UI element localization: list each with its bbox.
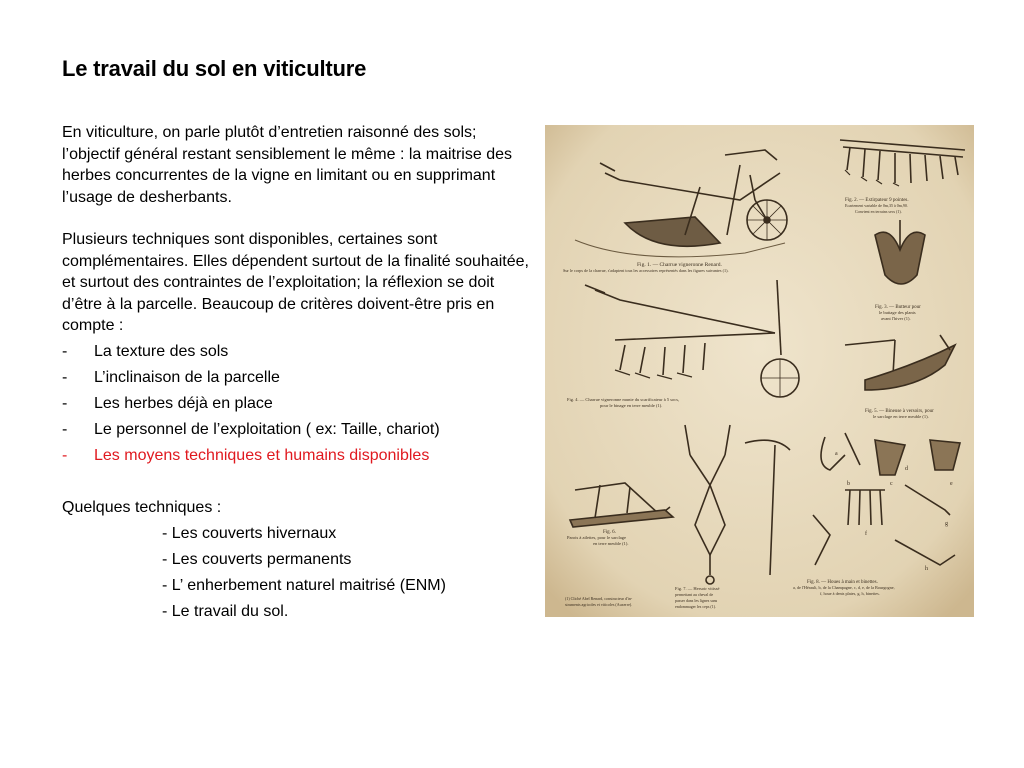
caption-fig5b: le sarclage en terre meuble (1). [873, 414, 929, 419]
caption-fig8b: a, de l'Hérault, b, de la Champagne, c, d, e, de la Bourgogne, [793, 585, 895, 590]
caption-fig3: Fig. 3. — Butteur pour [875, 305, 921, 310]
techniques-heading: Quelques techniques : [62, 498, 222, 516]
letter-b: b [847, 481, 850, 487]
criteria-item: - L’inclinaison de la parcelle [62, 365, 532, 391]
caption-fig1: Fig. 1. — Charrue vigneronne Renard. [637, 262, 722, 268]
caption-fig2c: Convient en terrains secs (1). [855, 209, 902, 214]
slide-title: Le travail du sol en viticulture [62, 56, 367, 81]
technique-item: - Les couverts permanents [162, 550, 352, 568]
bullet-dash: - [62, 420, 68, 438]
bullet-dash: - [62, 446, 68, 464]
caption-fig7: Fig. 7. — Hersoir vitissé [675, 586, 720, 591]
caption-fig8c: f, houe à dents plates, g, h, binettes. [820, 591, 880, 596]
vintage-tools-illustration [545, 125, 974, 617]
caption-fig4: Fig. 4. — Charrue vigneronne munie du scarificateur à 5 socs, [567, 397, 680, 402]
letter-d: d [905, 466, 908, 472]
letter-f: f [865, 531, 867, 537]
criteria-item: - Le personnel de l’exploitation ( ex: Taille, chariot) [62, 417, 532, 443]
caption-fig3b: le buttage des plants [879, 310, 916, 315]
letter-a: a [835, 451, 838, 457]
caption-fig1b: Sur le corps de la charrue, s'adaptent tous les accessoires représentés dans les figures suivantes (1). [563, 268, 729, 273]
letter-h: h [925, 566, 928, 572]
caption-credit2: struments agricoles et viticoles (Auxerre). [565, 602, 633, 607]
caption-fig5: Fig. 5. — Bineuse à versoirs, pour [865, 409, 934, 414]
caption-credit: (1) Cliché Abel Renard, constructeur d'in- [565, 596, 633, 601]
bullet-dash: - [62, 342, 68, 360]
criteria-item: - La texture des sols [62, 339, 532, 365]
letter-e: e [950, 481, 953, 487]
criteria-item-highlighted: - Les moyens techniques et humains disponibles [62, 443, 532, 469]
caption-fig7c: passer dans les lignes sans [675, 598, 718, 603]
caption-fig3c: avant l'hiver (1). [881, 316, 911, 321]
criteria-item: - Les herbes déjà en place [62, 391, 532, 417]
caption-fig7d: endommager les ceps (1). [675, 604, 717, 609]
caption-fig2: Fig. 2. — Extirpateur 9 pointes. [845, 198, 909, 203]
caption-fig6c: en terre meuble (1). [593, 541, 629, 546]
technique-item: - L’ enherbement naturel maitrisé (ENM) [162, 576, 446, 594]
letter-g: g [945, 521, 948, 527]
slide-body [62, 122, 532, 625]
letter-c: c [890, 481, 893, 487]
caption-fig4b: pour le binage en terre meuble (1). [600, 403, 663, 408]
caption-fig7b: permettant au cheval de [675, 592, 714, 597]
intro-paragraph: En viticulture, on parle plutôt d’entretien raisonné des sols; l’objectif général restant sensiblement le même : la maitrise des herbes concurrentes de la vigne en limitant ou en supprimant l’usage de desherbants. [62, 124, 512, 206]
caption-fig6: Fig. 6. [603, 530, 616, 535]
bullet-dash: - [62, 394, 68, 412]
technique-item: - Les couverts hivernaux [162, 524, 337, 542]
caption-fig2b: Ecartement variable de 0m,35 à 0m,90. [845, 203, 908, 208]
bullet-dash: - [62, 368, 68, 386]
caption-fig6b: Parois à ailettes, pour le sarclage [567, 535, 626, 540]
technique-item: - Le travail du sol. [162, 602, 289, 620]
caption-fig8: Fig. 8. — Houes à main et binettes. [807, 580, 878, 585]
techniques-intro-paragraph: Plusieurs techniques sont disponibles, certaines sont complémentaires. Elles dépendent surtout de la finalité souhaitée, et surtout des contraintes de l’exploitation; la réflexion se doit d’être à la parcelle. Beaucoup de critères doivent-être pris en compte : [62, 231, 529, 334]
